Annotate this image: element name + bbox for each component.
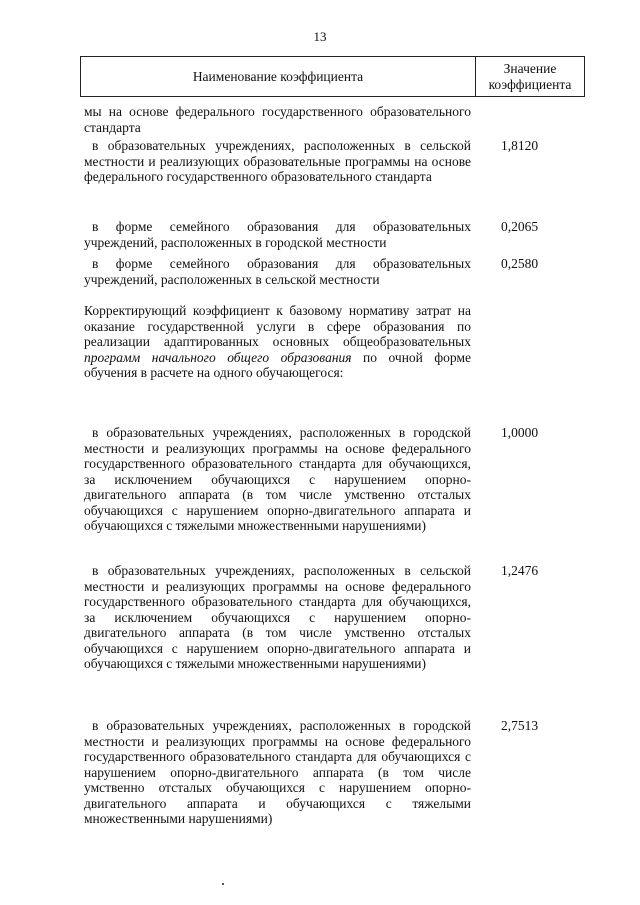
row-value: 1,8120 — [501, 138, 539, 153]
page-number: 13 — [313, 29, 327, 44]
section-heading — [84, 303, 589, 381]
row-description: в образовательных учреждениях, расположенных в сельской местности и реализующих образовательные программы на основе федерального государственного образовательного стандарта — [84, 138, 471, 184]
header-value-cell: Значение коэффициента — [488, 60, 572, 92]
row-description: в образовательных учреждениях, расположенных в сельской местности и реализующих программы на основе федерального государственного образовательного стандарта для обучающихся, за исключением обучающихся с нарушением опорно-двигательного аппарата (в том числе умственно отсталых обучающихся с нарушением опорно-двигательного аппарата и обучающихся с тяжелыми множественными нарушениями) — [84, 563, 471, 671]
row-value: 2,7513 — [501, 718, 539, 733]
table-row — [84, 256, 589, 287]
row-value: 0,2580 — [501, 256, 539, 271]
row-value: 1,2476 — [501, 563, 539, 578]
table-row — [84, 104, 589, 135]
table-row — [84, 718, 589, 827]
row-description: в форме семейного образования для образовательных учреждений, расположенных в городской местности — [84, 219, 471, 250]
table-row — [84, 138, 589, 185]
row-description: в образовательных учреждениях, расположенных в городской местности и реализующих программы на основе федерального государственного образовательного стандарта для обучающихся с нарушением опорно-двигательного аппарата (в том числе умственно отсталых обучающихся с нарушением опорно-двигательного аппарата и обучающихся с тяжелыми множественными нарушениями) — [84, 718, 471, 826]
header-name-cell: Наименование коэффициента — [81, 57, 476, 96]
row-description: в образовательных учреждениях, расположенных в городской местности и реализующих программы на основе федерального государственного образовательного стандарта для обучающихся, за исключением обучающихся с нарушением опорно-двигательного аппарата (в том числе умственно отсталых обучающихся с нарушением опорно-двигательного аппарата и обучающихся с тяжелыми множественными нарушениями) — [84, 425, 471, 533]
row-value: 1,0000 — [501, 425, 539, 440]
table-row — [84, 219, 589, 250]
table-header — [80, 56, 585, 97]
row-description: в форме семейного образования для образовательных учреждений, расположенных в сельской местности — [84, 256, 471, 287]
row-value: 0,2065 — [501, 219, 539, 234]
table-row — [84, 425, 589, 534]
row-description: Корректирующий коэффициент к базовому нормативу затрат на оказание государственной услуги в сфере образования по реализации адаптированных основных общеобразовательных программ начального общего образования по очной форме обучения в расчете на одного обучающегося: — [84, 303, 471, 380]
scan-speck — [222, 883, 224, 885]
table-row — [84, 563, 589, 672]
row-description: мы на основе федерального государственного образовательного стандарта — [84, 104, 471, 135]
